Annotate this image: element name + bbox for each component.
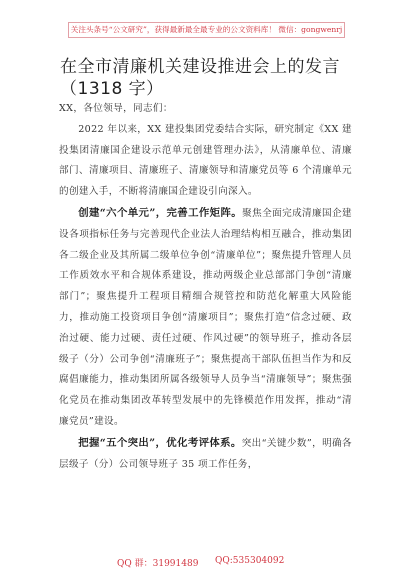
document-body	[59, 99, 352, 475]
paragraph-six-units	[59, 203, 352, 433]
section-text-five-highlights: 突出“关键少数”，明确各层级子（分）公司领导班子 35 项工作任务，	[59, 437, 352, 470]
title-line-2: （1318 字）	[60, 79, 164, 99]
section-heading-five-highlights: 把握“五个突出”，优化考评体系。	[78, 436, 242, 449]
qq-group-number: QQ 群：31991489	[117, 559, 199, 569]
qq-contact-number: QQ:535304092	[215, 556, 285, 566]
paragraph-intro: 2022 年以来，XX 建投集团党委结合实际，研究制定《XX 建投集团清廉国企建设示范单元创建管理办法》，从清廉单位、清廉部门、清廉项目、清廉班子、清廉领导和清廉党员等 6 个清廉单元的创建入手，不断将清廉国企建设引向深入。	[59, 123, 352, 198]
greeting: XX，各位领导，同志们：	[59, 103, 173, 114]
page-title	[60, 56, 370, 100]
title-line-1: 在全市清廉机关建设推进会上的发言	[60, 57, 340, 77]
paragraph-five-highlights	[59, 433, 352, 476]
promo-banner: 关注头条号“公文研究”，获得最新最全最专业的公文资料库！ 微信：gongwenrj	[68, 22, 345, 38]
section-heading-six-units: 创建“六个单元”，完善工作矩阵。	[78, 206, 243, 219]
section-text-six-units: 聚焦全面完成清廉国企建设各项指标任务与完善现代企业法人治理结构相互融合，推动集团各二级企业及其所属二级单位争创“清廉单位”；聚焦提升管理人员工作质效水平和合规体系建设，推动两级企业总部部门争创“清廉部门”；聚焦提升工程项目精细合规管控和防范化解重大风险能力，推动施工投资项目争创“清廉项目”；聚焦打造“信念过硬、政治过硬、能力过硬、责任过硬、作风过硬”的领导班子，推动各层级子（分）公司争创“清廉班子”；聚焦提高干部队伍担当作为和反腐倡廉能力，推动集团所属各级领导人员争当“清廉领导”；聚焦强化党员在推动集团改革转型发展中的先锋模范作用发挥，推动“清廉党员”建设。	[59, 207, 352, 427]
